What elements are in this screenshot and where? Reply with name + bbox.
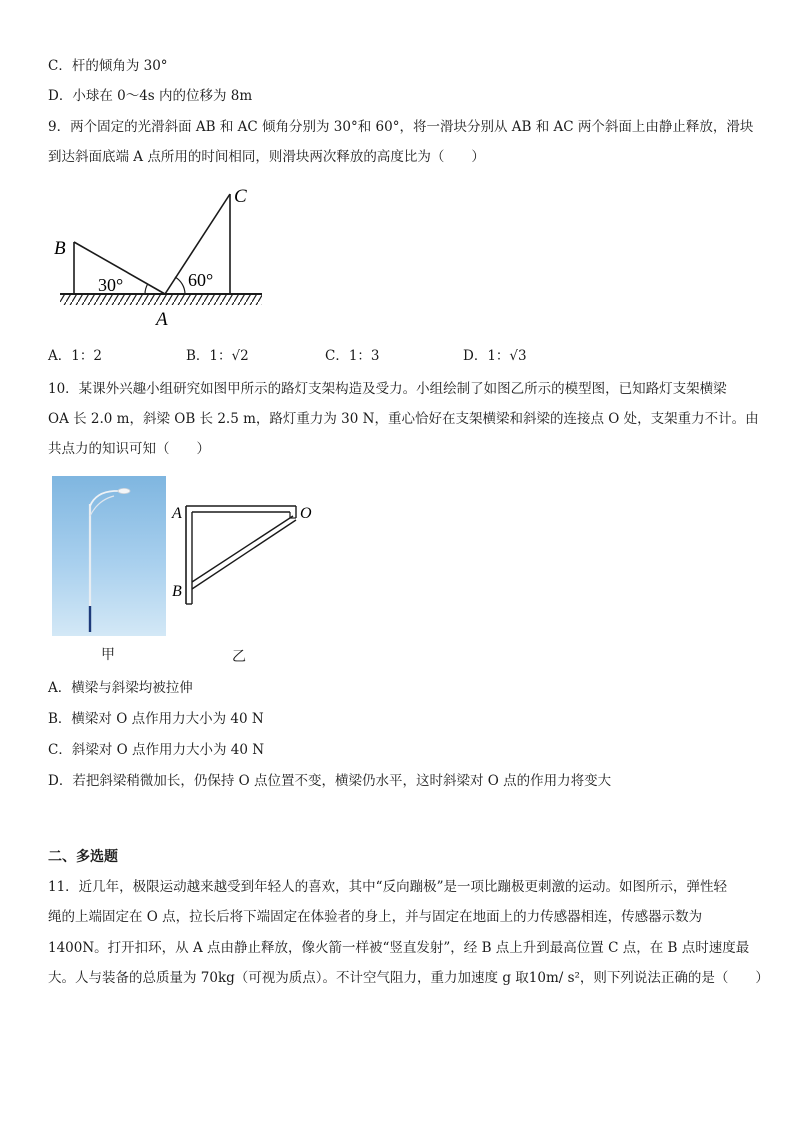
q8-option-d: D．小球在 0～4s 内的位移为 8m xyxy=(48,88,253,104)
q9-option-d: D．1：√3 xyxy=(463,348,527,364)
label-b: B xyxy=(54,238,66,259)
q8-option-c: C．杆的倾角为 30° xyxy=(48,58,168,74)
label-a: A xyxy=(156,309,168,330)
q10-stem-line3: 共点力的知识可知（ ） xyxy=(48,441,210,457)
q10-stem-line1: 10．某课外兴趣小组研究如图甲所示的路灯支架构造及受力。小组绘制了如图乙所示的模型图，已知路灯支架横梁 xyxy=(48,381,727,397)
q9-incline-figure xyxy=(48,182,278,332)
q10-option-d: D．若把斜梁稍微加长，仍保持 O 点位置不变，横梁仍水平，这时斜梁对 O 点的作用力将变大 xyxy=(48,773,612,789)
label-o: O xyxy=(300,505,312,522)
q11-line1: 11．近几年，极限运动越来越受到年轻人的喜欢，其中“反向蹦极”是一项比蹦极更刺激的运动。如图所示，弹性轻 xyxy=(48,879,727,895)
q10-option-a: A．横梁与斜梁均被拉伸 xyxy=(48,680,193,696)
q9-options xyxy=(48,344,608,366)
caption-jia: 甲 xyxy=(101,647,115,663)
lamp-head xyxy=(118,488,130,493)
q9-option-c: C．1：3 xyxy=(325,348,380,364)
strut-outer xyxy=(192,516,293,582)
q10-option-b: B．横梁对 O 点作用力大小为 40 N xyxy=(48,711,264,727)
angle-arc-60 xyxy=(175,277,185,294)
section-title: 二、多选题 xyxy=(48,849,118,865)
bracket-model-figure xyxy=(168,496,328,612)
sky-background xyxy=(52,476,166,636)
label-a: A xyxy=(172,505,182,522)
caption-yi: 乙 xyxy=(232,649,246,665)
q10-stem-line2: OA 长 2.0 m，斜梁 OB 长 2.5 m，路灯重力为 30 N，重心恰好在支架横梁和斜梁的连接点 O 处，支架重力不计。由 xyxy=(48,411,759,427)
q11-line2: 绳的上端固定在 O 点，拉长后将下端固定在体验者的身上，并与固定在地面上的力传感器相连，传感器示数为 xyxy=(48,909,703,925)
q11-line3: 1400N。打开扣环，从 A 点由静止释放，像火箭一样被“竖直发射”，经 B 点上升到最高位置 C 点，在 B 点时速度最 xyxy=(48,940,750,956)
label-b: B xyxy=(172,583,182,600)
angle-30-label: 30° xyxy=(98,275,124,295)
q9-stem-line2: 到达斜面底端 A 点所用的时间相同，则滑块两次释放的高度比为（ ） xyxy=(48,149,485,165)
q11-line4: 大。人与装备的总质量为 70kg（可视为质点）。不计空气阻力，重力加速度 g 取10m/ s²，则下列说法正确的是（ ） xyxy=(48,970,769,986)
q9-stem-line1: 9．两个固定的光滑斜面 AB 和 AC 倾角分别为 30°和 60°，将一滑块分别从 AB 和 AC 两个斜面上由静止释放，滑块 xyxy=(48,119,754,135)
angle-60-label: 60° xyxy=(188,270,214,290)
ground-hatch xyxy=(60,295,262,305)
streetlamp-photo xyxy=(52,476,166,636)
angle-arc-30 xyxy=(145,284,148,294)
q9-option-a: A．1：2 xyxy=(48,348,102,364)
q9-option-b: B．1：√2 xyxy=(186,348,249,364)
label-c: C xyxy=(234,186,247,207)
q10-option-c: C．斜梁对 O 点作用力大小为 40 N xyxy=(48,742,265,758)
strut-inner xyxy=(192,520,296,589)
